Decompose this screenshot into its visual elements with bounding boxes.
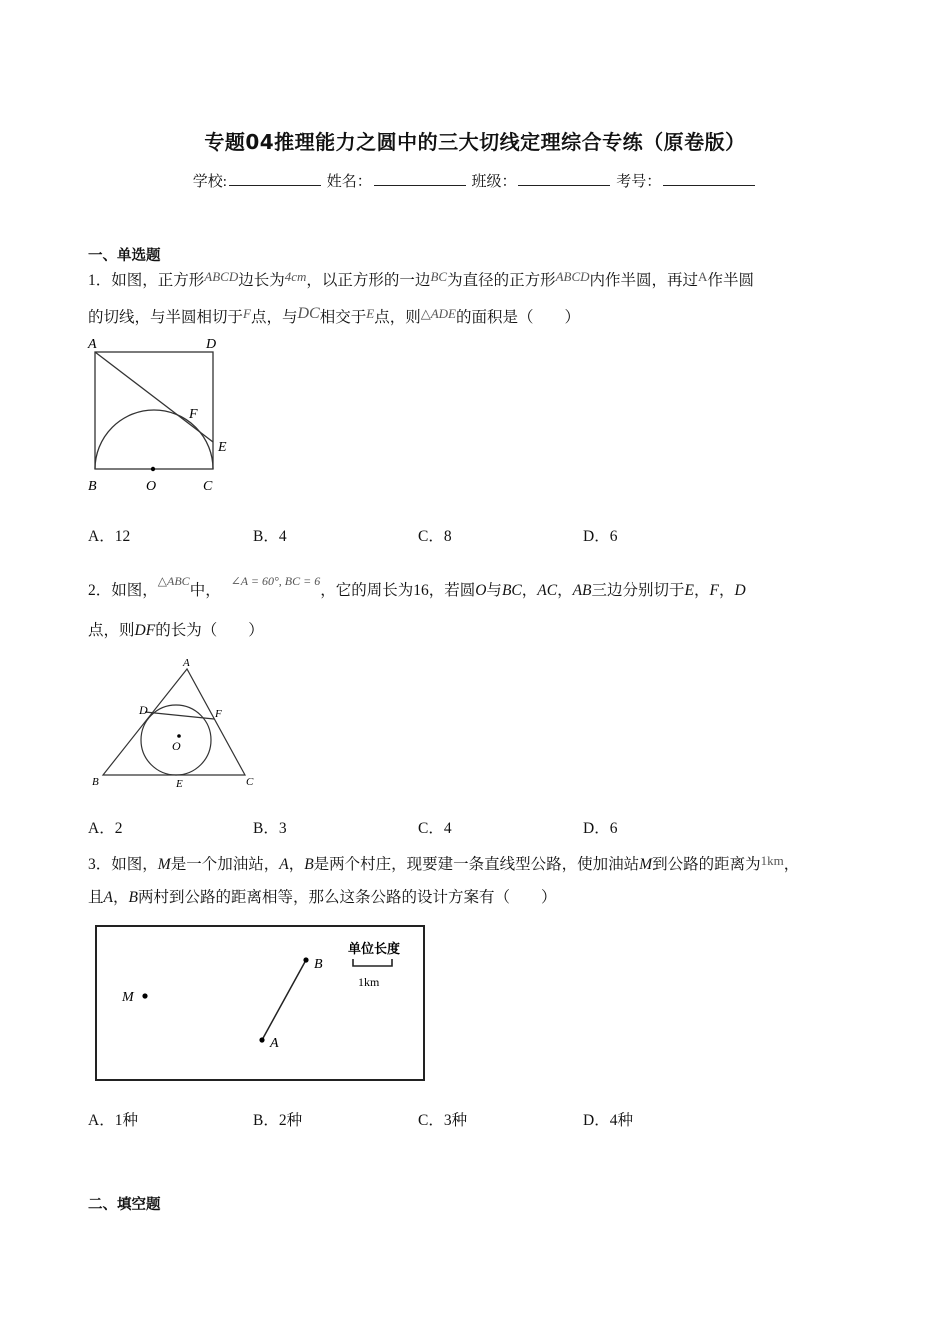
q3-option-a[interactable]: A．1种 xyxy=(88,1112,138,1129)
name-blank[interactable] xyxy=(374,171,466,186)
q1-math-dc: DC xyxy=(297,305,320,322)
q2-text: 的长为（ ） xyxy=(155,622,264,639)
q1-center-point xyxy=(151,467,155,471)
student-info-line xyxy=(0,170,950,191)
q2-var-ab: AB xyxy=(572,582,592,599)
q2-var-d: D xyxy=(734,582,746,599)
q1-label-o: O xyxy=(146,479,157,494)
q2-label-f: F xyxy=(215,708,222,720)
name-label: 姓名： xyxy=(326,174,372,190)
q3-text: 到公路的距离为 xyxy=(652,856,761,873)
question-2-line-1 xyxy=(88,570,746,602)
q2-label-o: O xyxy=(172,739,181,753)
q3-option-c[interactable]: C．3种 xyxy=(418,1112,468,1129)
q1-text: 作半圆 xyxy=(707,272,754,289)
q1-figure xyxy=(80,332,240,497)
school-label: 学校: xyxy=(192,174,227,190)
q1-text: 点，与 xyxy=(250,309,298,326)
q2-math-condition: ∠A = 60°, BC = 6 xyxy=(230,574,321,588)
q1-option-d[interactable]: D．6 xyxy=(583,528,618,545)
q1-text: 相交于 xyxy=(319,309,367,326)
q1-math-abcd: ABCD xyxy=(555,269,590,284)
q2-var-ac: AC xyxy=(537,582,558,599)
q1-text: 如图，正方形 xyxy=(111,272,205,289)
exam-number-blank[interactable] xyxy=(663,171,755,186)
q2-option-a[interactable]: A．2 xyxy=(88,820,123,837)
q3-label-m: M xyxy=(122,990,134,1005)
q1-text: 的切线，与半圆相切于 xyxy=(88,309,244,326)
q2-sep: ， xyxy=(719,582,735,599)
q3-sep: ， xyxy=(288,856,305,873)
q1-option-a[interactable]: A．12 xyxy=(88,528,131,545)
page-title: 专题04推理能力之圆中的三大切线定理综合专练（原卷版） xyxy=(204,130,746,154)
q3-var-b: B xyxy=(304,856,314,873)
q1-math-f: F xyxy=(243,306,251,321)
q3-point-a xyxy=(259,1037,264,1042)
q2-text: 中， xyxy=(189,582,221,599)
question-2-line-2 xyxy=(88,620,264,642)
q3-text: 是两个村庄，现要建一条直线型公路，使加油站 xyxy=(313,856,640,873)
q2-center-point xyxy=(177,734,181,738)
question-1-number: 1． xyxy=(88,272,112,289)
q3-segment-ab xyxy=(262,960,306,1040)
q3-sep: ， xyxy=(783,856,800,873)
q1-math-bc: BC xyxy=(430,269,448,284)
q3-var-a: A xyxy=(103,889,113,906)
q1-option-b[interactable]: B．4 xyxy=(253,528,287,545)
question-3-line-2 xyxy=(88,887,556,909)
class-blank[interactable] xyxy=(518,171,610,186)
q2-text: 与 xyxy=(486,582,502,599)
q3-scale-bar xyxy=(353,959,392,966)
q3-text: 且 xyxy=(88,889,104,906)
q3-sep: ， xyxy=(112,889,129,906)
q1-label-c: C xyxy=(203,479,213,494)
q3-text: 两村到公路的距离相等，那么这条公路的设计方案有（ ） xyxy=(137,889,557,906)
question-2-number: 2． xyxy=(88,582,112,599)
q2-triangle xyxy=(103,669,245,775)
q3-scale-value: 1km xyxy=(358,975,380,989)
q1-math-a: A xyxy=(698,269,708,284)
q3-text: 是一个加油站， xyxy=(170,856,280,873)
q2-var-e: E xyxy=(684,582,695,599)
q2-sep: ， xyxy=(694,582,710,599)
q2-text: 点，则 xyxy=(88,622,135,639)
q3-text: 如图， xyxy=(111,856,158,873)
q1-math-abcd: ABCD xyxy=(204,269,239,284)
question-3-number: 3． xyxy=(88,856,112,873)
question-1-line-1 xyxy=(88,266,754,292)
q1-math-ade: △ADE xyxy=(420,306,456,321)
question-3-line-1 xyxy=(88,850,799,876)
q3-option-d[interactable]: D．4种 xyxy=(583,1112,633,1129)
q2-option-d[interactable]: D．6 xyxy=(583,820,618,837)
q3-point-m xyxy=(142,993,147,998)
q1-text: 内作半圆，再过 xyxy=(589,272,699,289)
q1-math-e: E xyxy=(366,306,375,321)
q1-text: 为直径的正方形 xyxy=(447,272,556,289)
q3-option-b[interactable]: B．2种 xyxy=(253,1112,303,1129)
q3-point-b xyxy=(303,957,308,962)
q2-math-abc: △ABC xyxy=(157,574,190,588)
q2-label-d: D xyxy=(139,703,148,717)
q2-sep: ， xyxy=(521,582,538,599)
q2-var-f: F xyxy=(709,582,719,599)
q1-tangent-line xyxy=(95,352,213,442)
section-title-single-choice: 一、单选题 xyxy=(88,248,161,264)
q2-label-a: A xyxy=(183,657,190,669)
q2-segment-df xyxy=(145,712,214,719)
q2-label-c: C xyxy=(246,776,254,788)
q1-text: 边长为 xyxy=(238,272,285,289)
q2-var-df: DF xyxy=(134,622,156,639)
q2-text: 如图， xyxy=(111,582,158,599)
q3-figure xyxy=(92,922,428,1084)
q3-var-b: B xyxy=(128,889,138,906)
q3-unit-length-label: 单位长度 xyxy=(348,942,401,957)
q2-text: ，它的周长为16，若圆 xyxy=(320,582,476,599)
school-blank[interactable] xyxy=(229,171,321,186)
class-label: 班级： xyxy=(471,174,517,190)
q2-label-e: E xyxy=(176,778,183,790)
q1-label-d: D xyxy=(206,337,217,352)
q2-option-b[interactable]: B．3 xyxy=(253,820,287,837)
q3-var-a: A xyxy=(279,856,289,873)
q3-label-a: A xyxy=(270,1036,279,1051)
q1-text: 点，则 xyxy=(374,309,421,326)
question-1-line-2 xyxy=(88,303,580,329)
q2-text: 三边分别切于 xyxy=(591,582,685,599)
section-title-fill-in: 二、填空题 xyxy=(88,1197,161,1213)
q3-math-1km: 1km xyxy=(760,853,784,868)
q3-label-b: B xyxy=(314,957,323,972)
q1-label-b: B xyxy=(88,479,97,494)
q1-math-4cm: 4cm xyxy=(284,269,307,284)
q3-var-m: M xyxy=(157,856,171,873)
q1-text: 的面积是（ ） xyxy=(455,309,580,326)
q2-label-b: B xyxy=(92,776,99,788)
exam-number-label: 考号： xyxy=(616,174,662,190)
q1-label-f: F xyxy=(189,407,198,422)
q2-option-c[interactable]: C．4 xyxy=(418,820,452,837)
q2-sep: ， xyxy=(557,582,573,599)
q2-figure xyxy=(88,654,260,794)
q1-label-e: E xyxy=(218,440,227,455)
q1-label-a: A xyxy=(88,337,97,352)
q2-var-o: O xyxy=(475,582,487,599)
q1-text: ，以正方形的一边 xyxy=(306,272,431,289)
q1-option-c[interactable]: C．8 xyxy=(418,528,452,545)
q3-var-m: M xyxy=(639,856,653,873)
q2-var-bc: BC xyxy=(501,582,522,599)
